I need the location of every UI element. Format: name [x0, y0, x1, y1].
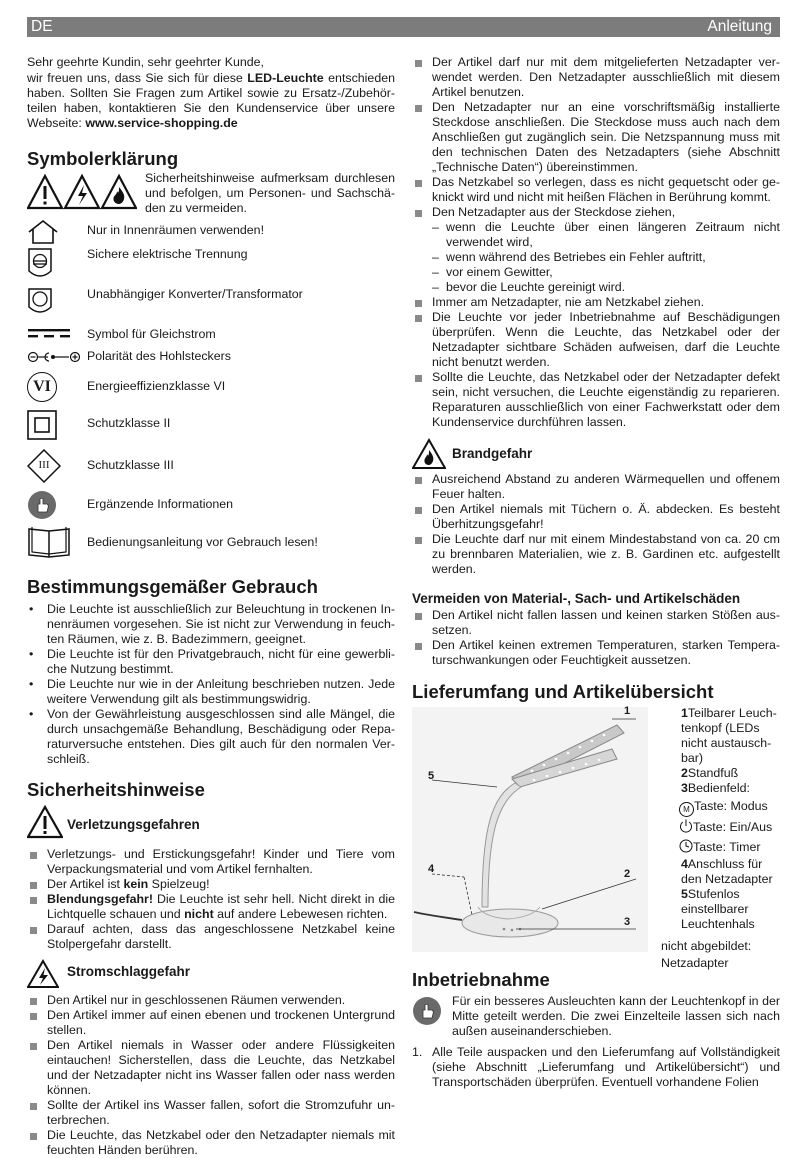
- power-key-icon: [679, 819, 693, 833]
- right-column: [412, 52, 780, 1090]
- safety-list-continued: [412, 55, 780, 430]
- electric-shock-icon: [27, 959, 59, 989]
- page-header: [27, 17, 780, 37]
- callout-3: 3: [624, 916, 631, 928]
- mode-key-icon: M: [679, 802, 694, 817]
- key-mode: M Taste: Modus: [679, 796, 781, 817]
- header-title: Anleitung: [707, 18, 772, 35]
- list-item: Den Artikel immer auf einen ebenen und trockenen Untergrund stellen.: [27, 1008, 395, 1038]
- list-item: Ausreichend Abstand zu anderen Wärmequellen und offenem Feuer halten.: [412, 472, 780, 502]
- list-item: • Von der Gewährleistung ausgeschlossen sind alle Mängel, die durch unsachgemäße Behandlung, Beschädigung oder Reparaturversuche entstehen. Dies gilt auch für den normalen Verschleiß.: [27, 707, 395, 767]
- list-item: • Die Leuchte ist ausschließlich zur Beleuchtung in trockenen Innenräumen vorgesehen. Sie ist nicht zur Verwendung in feuchten Räumen, wie z. B. Badezimmern, geeignet.: [27, 602, 395, 647]
- list-item: Den Artikel nicht fallen lassen und keinen starken Stößen aussetzen.: [412, 608, 780, 638]
- protection-class-2-icon: [27, 410, 57, 440]
- injury-heading: Verletzungsgefahren: [27, 805, 395, 843]
- callout-4: 4: [428, 863, 435, 875]
- list-item: Den Artikel niemals in Wasser oder andere Flüssigkeiten eintauchen! Sicherstellen, dass die Leuchte, das Netzkabel und der Netzadapter nicht ins Wasser fallen oder nass werden können.: [27, 1038, 395, 1098]
- shock-list: [27, 993, 395, 1158]
- website-link[interactable]: www.service-shopping.de: [85, 116, 238, 130]
- left-column: [27, 52, 395, 1158]
- list-item: Darauf achten, dass das angeschlossene Netzkabel keine Stolpergefahr darstellt.: [27, 922, 395, 952]
- safety-transformer-icon: [27, 245, 53, 281]
- list-item: Sollte die Leuchte, das Netzkabel oder der Netzadapter defekt sein, nicht versuchen, die Leuchte eigenständig zu reparieren. Reparaturen ausschließlich von einer Fachwerkstatt oder dem Kundenservice durchführen lassen.: [412, 370, 780, 430]
- manual-book-icon: [27, 525, 71, 559]
- info-hand-icon: [27, 490, 57, 520]
- list-item: Die Leuchte darf nur mit einem Mindestabstand von ca. 20 cm zu brennbaren Materialien, wie z. B. Gardinen etc. aufgestellt werden.: [412, 532, 780, 577]
- warning-triangles-icon: [27, 173, 137, 213]
- shock-heading: Stromschlaggefahr: [27, 959, 395, 993]
- warning-icon: [27, 805, 63, 839]
- damage-heading: Vermeiden von Material-, Sach- und Artikelschäden: [412, 591, 741, 606]
- symbol-row-converter: Unabhängiger Konverter/Transformator: [27, 287, 395, 327]
- parts-list: [661, 706, 781, 972]
- language-code: DE: [31, 18, 53, 35]
- list-item: Die Leuchte, das Netzkabel oder den Netzadapter niemals mit feuchten Händen berühren.: [27, 1128, 395, 1158]
- symbol-row-warnings: Sicherheitshinweise aufmerksam durchlesen und befolgen, um Personen- und Sachschäden zu vermeiden.: [27, 173, 395, 223]
- part-item: 2Standfuß: [681, 766, 739, 780]
- safety-title: Sicherheitshinweise: [27, 779, 205, 800]
- injury-list: [27, 847, 395, 952]
- energy-class-icon: VI: [27, 372, 57, 402]
- list-item: Die Leuchte vor jeder Inbetriebnahme auf Beschädigungen überprüfen. Wenn die Leuchte, das Netzkabel oder der Netzadapter sichtbare Schäden aufweisen, darf die Leuchte nicht benutzt werden.: [412, 310, 780, 370]
- fire-list: [412, 472, 780, 577]
- list-item: Blendungsgefahr! Die Leuchte ist sehr hell. Nicht direkt in die Lichtquelle schauen und nicht auf andere Lebewesen richten.: [27, 892, 395, 922]
- list-item: Den Artikel nur in geschlossenen Räumen verwenden.: [27, 993, 395, 1008]
- usage-title: Bestimmungsgemäßer Gebrauch: [27, 576, 318, 597]
- startup-title: Inbetriebnahme: [412, 969, 550, 990]
- list-item: Den Artikel niemals mit Tüchern o. Ä. abdecken. Es besteht Überhitzungsgefahr!: [412, 502, 780, 532]
- symbol-row-indoor: Nur in Innenräumen verwenden!: [27, 223, 395, 247]
- list-item: Das Netzkabel so verlegen, dass es nicht gequetscht oder geknickt wird und nicht mit heißen Flächen in Berührung kommt.: [412, 175, 780, 205]
- callout-2: 2: [624, 868, 631, 880]
- symbol-row-class3: III Schutzklasse III: [27, 451, 395, 493]
- list-item: Den Netzadapter aus der Steckdose ziehen,: [412, 205, 780, 220]
- not-shown-note: nicht abgebildet: Netzadapter: [661, 939, 752, 970]
- product-illustration: [412, 707, 648, 952]
- part-item: 4Anschluss für den Netzadapter: [681, 857, 773, 886]
- list-item: • Die Leuchte ist für den Privatgebrauch, nicht für eine gewerbliche Nutzung bestimmt.: [27, 647, 395, 677]
- symbol-row-manual: Bedienungsanleitung vor Gebrauch lesen!: [27, 525, 395, 565]
- list-item: Immer am Netzadapter, nie am Netzkabel ziehen.: [412, 295, 780, 310]
- part-item: 5Stufenlos einstellbarer Leuchtenhals: [681, 887, 755, 931]
- converter-icon: [27, 285, 53, 317]
- list-item: Verletzungs- und Erstickungsgefahr! Kinder und Tiere vom Verpackungsmaterial und vom Artikel fernhalten.: [27, 847, 395, 877]
- lamp-illustration: [412, 707, 648, 952]
- symbol-row-polarity: Polarität des Hohlsteckers: [27, 349, 395, 371]
- fire-heading: Brandgefahr: [412, 438, 780, 472]
- polarity-icon: [27, 351, 85, 363]
- callout-5: 5: [428, 770, 435, 782]
- salutation: Sehr geehrte Kundin, sehr geehrter Kunde,: [27, 55, 264, 69]
- symbol-row-dc: Symbol für Gleichstrom: [27, 327, 395, 349]
- list-item: • Die Leuchte nur wie in der Anleitung beschrieben nutzen. Jede weitere Verwendung gilt als bestimmungswidrig.: [27, 677, 395, 707]
- protection-class-3-icon: III: [27, 449, 61, 483]
- list-item: Der Artikel darf nur mit dem mitgelieferten Netzadapter verwendet werden. Den Netzadapter ausschließlich mit diesem Artikel benutzen.: [412, 55, 780, 100]
- usage-list: [27, 602, 395, 767]
- part-item: 3Bedienfeld:: [681, 781, 750, 795]
- symbol-row-energy: VI Energieeffizienzklasse VI: [27, 371, 395, 411]
- key-power: Taste: Ein/Aus: [679, 817, 781, 837]
- symbol-row-class2: Schutzklasse II: [27, 411, 395, 451]
- key-timer: Taste: Timer: [679, 837, 781, 857]
- dash-item: – vor einem Gewitter,: [412, 265, 780, 280]
- startup-info: Für ein besseres Ausleuchten kann der Leuchtenkopf in der Mitte geteilt werden. Die zwei Einzelteile lassen sich nach außen auseinanderschieben.: [412, 994, 780, 1040]
- intro-paragraph: wir freuen uns, dass Sie sich für diese LED-Leuchte entschieden haben. Sollten Sie Fragen zum Artikel sowie zu Ersatz-/Zubehörteilen haben, kontaktieren Sie den Kundenservice über unsere Webseite: www.service-shopping.de: [27, 71, 395, 130]
- list-item: Den Netzadapter nur an eine vorschriftsmäßig installierte Steckdose anschließen. Die Steckdose muss auch nach dem Anschließen gut zugänglich sein. Die Netzspannung muss mit den technischen Daten des Netzadapters (siehe Abschnitt „Technische Daten“) übereinstimmen.: [412, 100, 780, 175]
- key-list: [661, 796, 781, 857]
- callout-1: 1: [624, 705, 631, 717]
- dash-item: – bevor die Leuchte gereinigt wird.: [412, 280, 780, 295]
- scope-section: [412, 703, 780, 970]
- list-item: Den Artikel keinen extremen Temperaturen, starken Temperaturschwankungen oder Feuchtigkeit aussetzen.: [412, 638, 780, 668]
- direct-current-icon: [27, 328, 71, 340]
- damage-list: [412, 608, 780, 668]
- dash-item: – wenn die Leuchte über einen längeren Zeitraum nicht verwendet wird,: [412, 220, 780, 250]
- startup-step: 1. Alle Teile auspacken und den Lieferumfang auf Vollständigkeit (siehe Abschnitt „Lieferumfang und Artikelübersicht“) und Transportschäden überprüfen. Eventuell vorhandene Folien: [412, 1045, 780, 1089]
- symbol-row-info: Ergänzende Informationen: [27, 493, 395, 525]
- fire-icon: [412, 438, 446, 470]
- symbols-title: Symbolerklärung: [27, 148, 179, 169]
- part-item: 1Teilbarer Leuchtenkopf (LEDs nicht austauschbar): [681, 706, 777, 765]
- symbol-row-separation: Sichere elektrische Trennung: [27, 247, 395, 287]
- house-icon: [27, 219, 59, 245]
- list-item: Der Artikel ist kein Spielzeug!: [27, 877, 395, 892]
- scope-title: Lieferumfang und Artikelübersicht: [412, 681, 714, 702]
- list-item: Sollte der Artikel ins Wasser fallen, sofort die Stromzufuhr unterbrechen.: [27, 1098, 395, 1128]
- info-hand-icon: [412, 996, 442, 1026]
- timer-key-icon: [679, 839, 693, 853]
- dash-item: – wenn während des Betriebes ein Fehler auftritt,: [412, 250, 780, 265]
